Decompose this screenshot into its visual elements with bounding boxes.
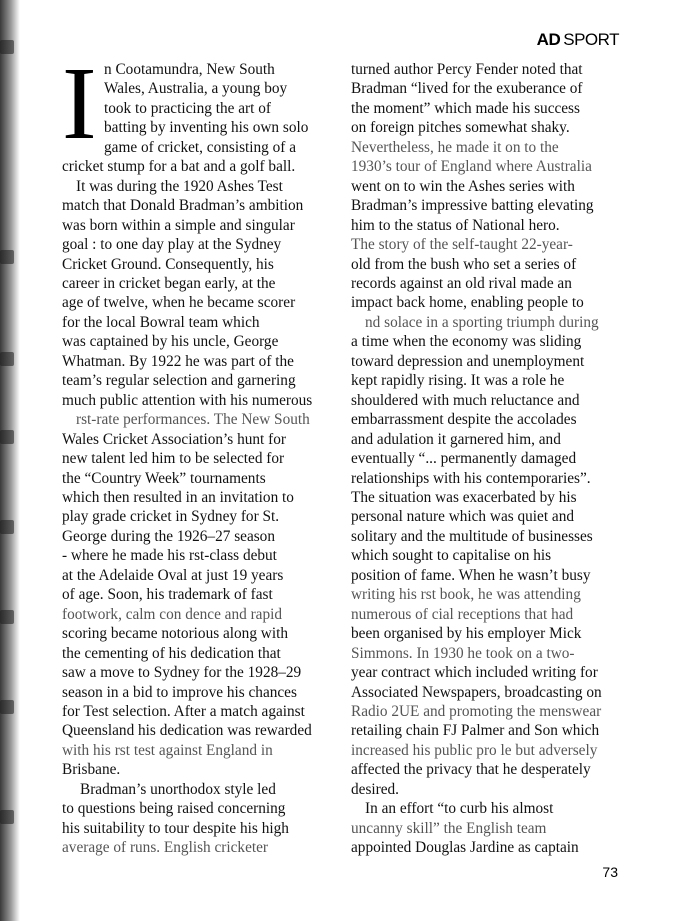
- text-line: Queensland his dedication was rewarded: [62, 722, 312, 740]
- section-header-sport: SPORT: [563, 30, 619, 49]
- text-line: shouldered with much reluctance and: [351, 391, 580, 409]
- text-line: - where he made his rst-class debut: [62, 547, 277, 565]
- page-number: 73: [602, 864, 618, 880]
- text-line: In an effort “to curb his almost: [365, 800, 554, 818]
- text-line: eventually “... permanently damaged: [351, 450, 577, 468]
- text-line: play grade cricket in Sydney for St.: [62, 508, 280, 526]
- text-line: new talent led him to be selected for: [62, 450, 285, 468]
- text-line: Simmons. In 1930 he took on a two-: [351, 644, 575, 662]
- text-line: year contract which included writing for: [351, 664, 598, 682]
- text-line: solitary and the multitude of businesses: [351, 527, 593, 545]
- text-line: the moment” which made his success: [351, 99, 580, 117]
- section-header-ad: AD: [536, 30, 561, 49]
- text-line: goal : to one day play at the Sydney: [62, 236, 282, 254]
- text-line: took to practicing the art of: [104, 99, 271, 117]
- text-line: average of runs. English cricketer: [62, 839, 268, 857]
- text-line: him to the status of National hero.: [351, 216, 560, 234]
- text-line: Bradman “lived for the exuberance of: [351, 80, 583, 98]
- text-line: for Test selection. After a match against: [62, 702, 305, 720]
- text-line: season in a bid to improve his chances: [62, 683, 297, 701]
- text-line: n Cootamundra, New South: [104, 61, 275, 78]
- text-line: game of cricket, consisting of a: [104, 138, 296, 156]
- text-line: for the local Bowral team which: [62, 313, 260, 331]
- page-edge-mark: [0, 430, 14, 444]
- text-line: which sought to capitalise on his: [351, 547, 552, 565]
- text-line: match that Donald Bradman’s ambition: [62, 197, 304, 215]
- text-line: retailing chain FJ Palmer and Son which: [351, 722, 600, 740]
- text-line: his suitability to tour despite his high: [62, 819, 289, 837]
- text-line: Wales, Australia, a young boy: [104, 80, 288, 98]
- text-line: Wales Cricket Association’s hunt for: [62, 430, 286, 448]
- text-line: George during the 1926–27 season: [62, 527, 275, 545]
- text-line: at the Adelaide Oval at just 19 years: [62, 566, 284, 584]
- text-line: personal nature which was quiet and: [351, 508, 575, 526]
- page-edge-mark: [0, 520, 14, 534]
- text-line: 1930’s tour of England where Australia: [351, 158, 592, 176]
- section-header: [537, 30, 619, 50]
- page-edge-mark: [0, 810, 14, 824]
- text-line: Whatman. By 1922 he was part of the: [62, 352, 294, 370]
- text-line: Radio 2UE and promoting the menswear: [351, 702, 602, 720]
- text-line: The situation was exacerbated by his: [351, 488, 577, 506]
- text-line: went on to win the Ashes series with: [351, 177, 575, 195]
- text-line: uncanny skill” the English team: [351, 819, 547, 837]
- text-line: numerous of cial receptions that had: [351, 605, 574, 623]
- text-line: scoring became notorious along with: [62, 625, 289, 643]
- text-line: records against an old rival made an: [351, 274, 572, 292]
- text-line: cricket stump for a bat and a golf ball.: [62, 158, 296, 176]
- text-line: rst-rate performances. The New South: [76, 411, 310, 429]
- page-edge-shadow: [0, 0, 20, 921]
- text-line: kept rapidly rising. It was a role he: [351, 372, 565, 390]
- text-line: the cementing of his dedication that: [62, 644, 281, 662]
- right-column: [351, 60, 621, 858]
- text-line: was captained by his uncle, George: [62, 333, 279, 351]
- text-line: Cricket Ground. Consequently, his: [62, 255, 274, 273]
- text-line: embarrassment despite the accolades: [351, 411, 577, 429]
- page-edge-mark: [0, 40, 14, 54]
- text-line: Associated Newspapers, broadcasting on: [351, 683, 602, 701]
- page-edge-mark: [0, 610, 14, 624]
- text-line: Brisbane.: [62, 761, 121, 779]
- text-line: to questions being raised concerning: [62, 800, 286, 818]
- text-line: affected the privacy that he desperately: [351, 761, 591, 779]
- text-line: writing his rst book, he was attending: [351, 586, 581, 604]
- text-line: was born within a simple and singular: [62, 216, 295, 234]
- text-line: relationships with his contemporaries”.: [351, 469, 591, 487]
- text-line: career in cricket began early, at the: [62, 274, 276, 292]
- page-edge-mark: [0, 700, 14, 714]
- text-line: a time when the economy was sliding: [351, 333, 582, 351]
- text-line: which then resulted in an invitation to: [62, 488, 294, 506]
- text-line: old from the bush who set a series of: [351, 255, 577, 273]
- text-line: increased his public pro le but adversely: [351, 741, 598, 759]
- text-line: appointed Douglas Jardine as captain: [351, 839, 579, 857]
- page-edge-mark: [0, 250, 14, 264]
- text-line: the “Country Week” tournaments: [62, 469, 266, 487]
- page-edge-mark: [0, 352, 14, 366]
- text-line: impact back home, enabling people to: [351, 294, 584, 312]
- text-line: Bradman’s impressive batting elevating: [351, 197, 594, 215]
- left-column: [62, 60, 332, 858]
- text-line: age of twelve, when he became scorer: [62, 294, 296, 312]
- text-line: desired.: [351, 780, 399, 798]
- text-line: footwork, calm con dence and rapid: [62, 605, 283, 623]
- text-line: toward depression and unemployment: [351, 352, 585, 370]
- text-line: batting by inventing his own solo: [104, 119, 309, 137]
- text-line: nd solace in a sporting triumph during: [365, 313, 599, 331]
- text-line: saw a move to Sydney for the 1928–29: [62, 664, 302, 682]
- text-line: It was during the 1920 Ashes Test: [76, 177, 283, 195]
- text-line: been organised by his employer Mick: [351, 625, 582, 643]
- text-line: much public attention with his numerous: [62, 391, 313, 409]
- text-line: Bradman’s unorthodox style led: [80, 780, 276, 798]
- text-line: on foreign pitches somewhat shaky.: [351, 119, 570, 137]
- text-line: position of fame. When he wasn’t busy: [351, 566, 591, 584]
- text-line: The story of the self-taught 22-year-: [351, 236, 573, 254]
- text-line: and adulation it garnered him, and: [351, 430, 561, 448]
- text-line: with his rst test against England in: [62, 741, 273, 759]
- text-line: of age. Soon, his trademark of fast: [62, 586, 273, 604]
- text-line: Nevertheless, he made it on to the: [351, 138, 559, 156]
- drop-cap: I: [62, 46, 97, 161]
- text-line: team’s regular selection and garnering: [62, 372, 296, 390]
- text-line: turned author Percy Fender noted that: [351, 61, 583, 78]
